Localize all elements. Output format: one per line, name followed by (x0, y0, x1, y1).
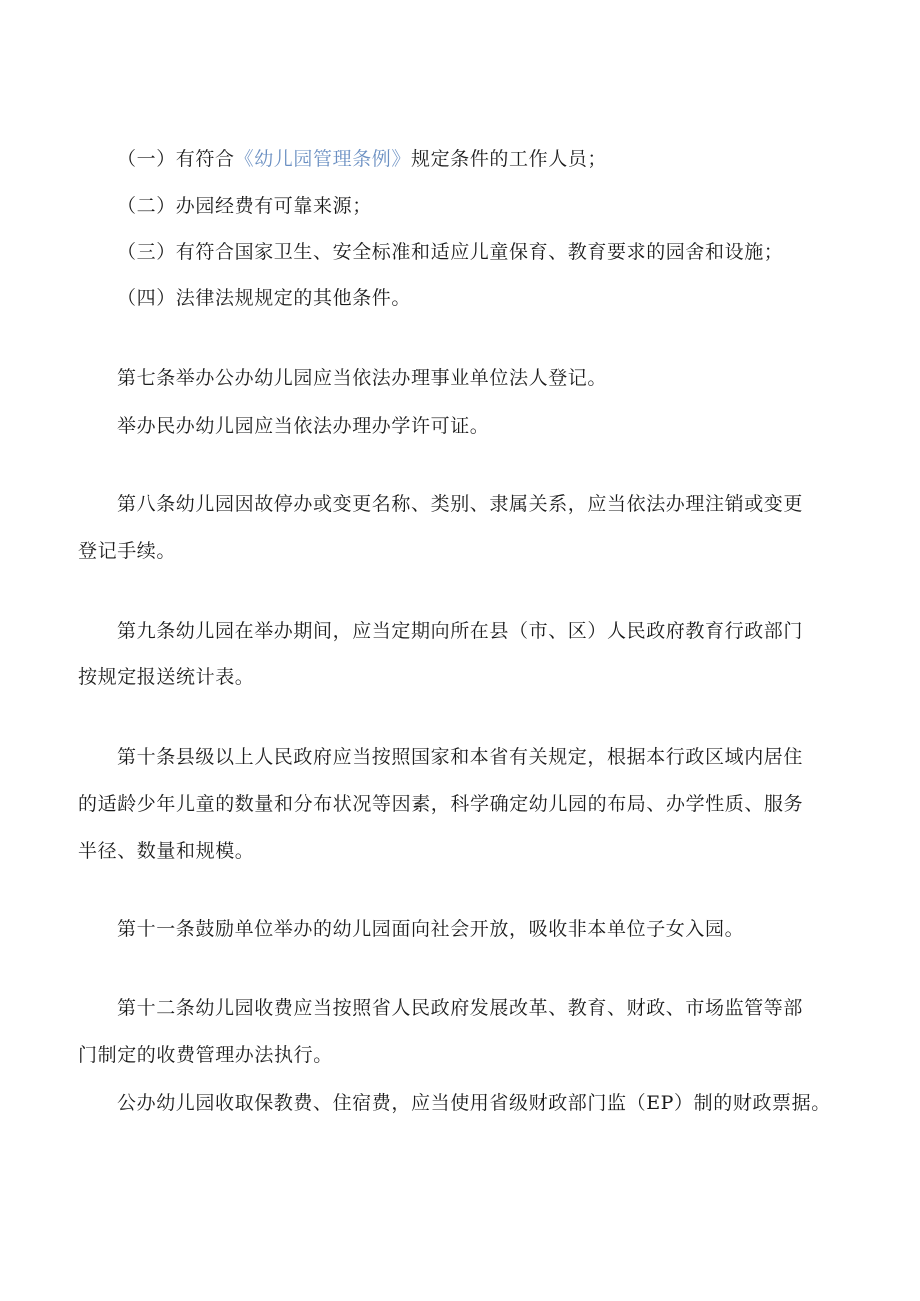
item-2: （二）办园经费有可靠来源； (117, 195, 372, 217)
article-9-line-2: 按规定报送统计表。 (78, 666, 255, 688)
item-4: （四）法律法规规定的其他条件。 (117, 287, 412, 309)
item-3: （三）有符合国家卫生、安全标准和适应儿童保育、教育要求的园舍和设施； (117, 241, 784, 263)
article-8-line-2: 登记手续。 (78, 540, 177, 562)
item-1 (117, 147, 607, 171)
article-7-line-1: 第七条举办公办幼儿园应当依法办理事业单位法人登记。 (117, 367, 608, 389)
article-10-line-3: 半径、数量和规模。 (78, 840, 255, 862)
item-1-text-pre: （一）有符合 (117, 148, 235, 170)
article-10-line-2: 的适龄少年儿童的数量和分布状况等因素，科学确定幼儿园的布局、办学性质、服务 (78, 793, 804, 815)
item-1-text-post: 规定条件的工作人员； (411, 148, 608, 170)
article-9-line-1: 第九条幼儿园在举办期间，应当定期向所在县（市、区）人民政府教育行政部门 (117, 620, 804, 642)
article-10-line-1: 第十条县级以上人民政府应当按照国家和本省有关规定，根据本行政区域内居住 (117, 746, 804, 768)
regulation-link[interactable]: 《幼儿园管理条例》 (234, 148, 412, 170)
article-11-line-1: 第十一条鼓励单位举办的幼儿园面向社会开放，吸收非本单位子女入园。 (117, 918, 745, 940)
article-8-line-1: 第八条幼儿园因故停办或变更名称、类别、隶属关系，应当依法办理注销或变更 (117, 493, 804, 515)
article-12-line-3: 公办幼儿园收取保教费、住宿费，应当使用省级财政部门监（EP）制的财政票据。 (117, 1092, 831, 1114)
article-12-line-2: 门制定的收费管理办法执行。 (78, 1044, 333, 1066)
article-7-line-2: 举办民办幼儿园应当依法办理办学许可证。 (117, 415, 490, 437)
article-12-line-1: 第十二条幼儿园收费应当按照省人民政府发展改革、教育、财政、市场监管等部 (117, 997, 804, 1019)
